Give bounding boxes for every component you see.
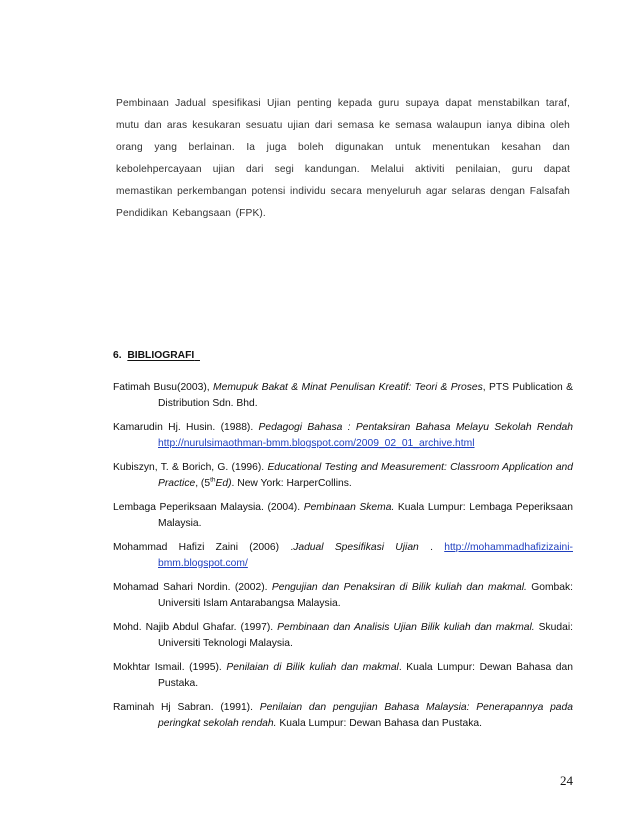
reference-item: Lembaga Peperiksaan Malaysia. (2004). Pembinaan Skema. Kuala Lumpur: Lembaga Peperiksaan Malaysia. (113, 502, 573, 529)
reference-item: Kamarudin Hj. Husin. (1988). Pedagogi Bahasa : Pentaksiran Bahasa Melayu Sekolah Rendah http://nurulsimaothman-bmm.blogspot.com/2009_02_01_archive.html (113, 422, 573, 449)
reference-link[interactable]: http://nurulsimaothman-bmm.blogspot.com/2009_02_01_archive.html (158, 437, 475, 449)
section-number: 6. (113, 350, 122, 361)
reference-item: Fatimah Busu(2003), Memupuk Bakat & Minat Penulisan Kreatif: Teori & Proses, PTS Publication & Distribution Sdn. Bhd. (113, 382, 573, 409)
section-heading (113, 350, 200, 361)
reference-item: Mohamad Sahari Nordin. (2002). Pengujian dan Penaksiran di Bilik kuliah dan makmal. Gombak: Universiti Islam Antarabangsa Malaysia. (113, 582, 573, 609)
intro-paragraph: Pembinaan Jadual spesifikasi Ujian penting kepada guru supaya dapat menstabilkan taraf, mutu dan aras kesukaran sesuatu ujian dari semasa ke semasa walaupun ianya dibina oleh orang yang berlainan. Ia juga boleh digunakan untuk menentukan kesahan dan kebolehpercayaan ujian dari segi kandungan. Melalui aktiviti penilaian, guru dapat memastikan perkembangan potensi individu secara menyeluruh agar selaras dengan Falsafah Pendidikan Kebangsaan (FPK). (116, 98, 570, 220)
bibliography-list (113, 380, 573, 740)
reference-item: Mokhtar Ismail. (1995). Penilaian di Bilik kuliah dan makmal. Kuala Lumpur: Dewan Bahasa dan Pustaka. (113, 662, 573, 689)
page-number: 24 (560, 773, 573, 788)
reference-item: Kubiszyn, T. & Borich, G. (1996). Educational Testing and Measurement: Classroom Application and Practice, (5thEd). New York: HarperCollins. (113, 462, 573, 489)
section-title: BIBLIOGRAFI (127, 350, 195, 361)
reference-item: Raminah Hj Sabran. (1991). Penilaian dan pengujian Bahasa Malaysia: Penerapannya pada peringkat sekolah rendah. Kuala Lumpur: Dewan Bahasa dan Pustaka. (113, 702, 573, 729)
reference-item: Mohammad Hafizi Zaini (2006) .Jadual Spesifikasi Ujian . http://mohammadhafizizaini-bmm.blogspot.com/ (113, 542, 573, 569)
reference-link[interactable]: http://mohammadhafizizaini-bmm.blogspot.com/ (158, 542, 573, 569)
reference-item: Mohd. Najib Abdul Ghafar. (1997). Pembinaan dan Analisis Ujian Bilik kuliah dan makmal. Skudai: Universiti Teknologi Malaysia. (113, 622, 573, 649)
